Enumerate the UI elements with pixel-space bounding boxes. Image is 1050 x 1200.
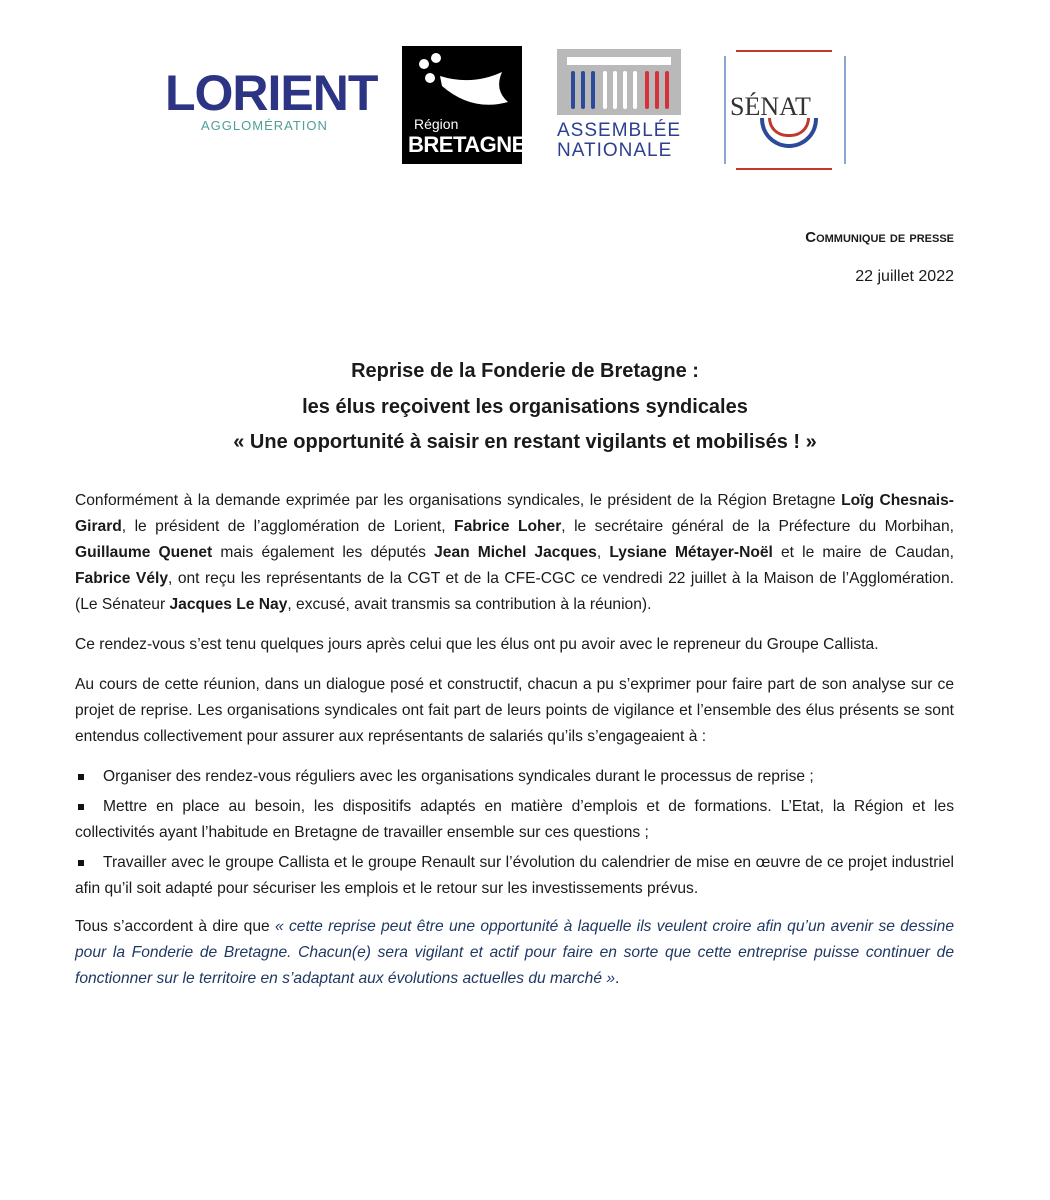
quote: « cette reprise peut être une opportunité à laquelle ils veulent croire afin qu’un avenir se dessine pour la Fonderie de Bretagne. Chacun(e) sera vigilant et actif pour faire en sorte que cette entreprise puisse continuer de fonctionner sur le territoire en s’adaptant aux évolutions actuelles du marché » <box>75 918 954 987</box>
body-text <box>75 488 954 1006</box>
bullet-icon <box>78 774 84 780</box>
lorient-agglomeration-logo <box>165 65 378 148</box>
paragraph: Tous s’accordent à dire que « cette reprise peut être une opportunité à laquelle ils veulent croire afin qu’un avenir se dessine pour la Fonderie de Bretagne. Chacun(e) sera vigilant et actif pour faire en sorte que cette entreprise puisse continuer de fonctionner sur le territoire en s’adaptant aux évolutions actuelles du marché ». <box>75 918 954 987</box>
logo-text: ASSEMBLÉE <box>557 120 682 141</box>
logo-text: NATIONALE <box>557 140 673 161</box>
paragraph: Conformément à la demande exprimée par les organisations syndicales, le président de la Région Bretagne Loïg Chesnais-Girard, le président de l’agglomération de Lorient, Fabrice Loher, le secrétaire général de la Préfecture du Morbihan, Guillaume Quenet mais également les députés Jean Michel Jacques, Lysiane Métayer-Noël et le maire de Caudan, Fabrice Vély, ont reçu les représentants de la CGT et de la CFE-CGC ce vendredi 22 juillet à la Maison de l’Agglomération. (Le Sénateur Jacques Le Nay, excusé, avait transmis sa contribution à la réunion). <box>75 492 954 613</box>
title-line: les élus reçoivent les organisations syndicales <box>302 395 748 418</box>
list-item: Organiser des rendez-vous réguliers avec les organisations syndicales durant le processus de reprise ; <box>75 764 954 790</box>
logo-text: LORIENT <box>165 65 378 121</box>
list-item: Mettre en place au besoin, les dispositifs adaptés en matière d’emplois et de formations. L’Etat, la Région et les collectivités ayant l’habitude en Bretagne de travailler ensemble sur ces questions ; <box>75 798 954 841</box>
assemblee-nationale-logo <box>557 49 697 169</box>
document-type: Communique de presse <box>805 229 954 246</box>
logo-text: SÉNAT <box>730 92 811 121</box>
page-title <box>0 354 1050 461</box>
hemicycle-icon <box>557 49 681 115</box>
paragraph: Ce rendez-vous s’est tenu quelques jours après celui que les élus ont pu avoir avec le repreneur du Groupe Callista. <box>75 636 879 653</box>
logo-subtext: AGGLOMÉRATION <box>201 118 328 133</box>
bullet-icon <box>78 804 84 810</box>
logo-text: Région <box>414 116 459 132</box>
paragraph: Au cours de cette réunion, dans un dialogue posé et constructif, chacun a pu s’exprimer pour faire part de son analyse sur ce projet de reprise. Les organisations syndicales ont fait part de leurs points de vigilance et l’ensemble des élus présents se sont entendus collectivement pour assurer aux représentants de salariés qu’ils s’engageaient à : <box>75 676 954 745</box>
senat-logo <box>724 56 846 164</box>
logo-text: BRETAGNE <box>408 132 526 157</box>
title-line: Reprise de la Fonderie de Bretagne : <box>351 360 699 382</box>
list-item: Travailler avec le groupe Callista et le groupe Renault sur l’évolution du calendrier de mise en œuvre de ce projet industriel afin qu’il soit adapté pour sécuriser les emplois et le retour sur les investissements prévus. <box>75 854 954 897</box>
region-bretagne-logo <box>402 46 526 164</box>
title-line: « Une opportunité à saisir en restant vigilants et mobilisés ! » <box>233 431 817 453</box>
document-date: 22 juillet 2022 <box>855 268 954 285</box>
ermine-icon <box>402 46 522 116</box>
bullet-icon <box>78 860 84 866</box>
